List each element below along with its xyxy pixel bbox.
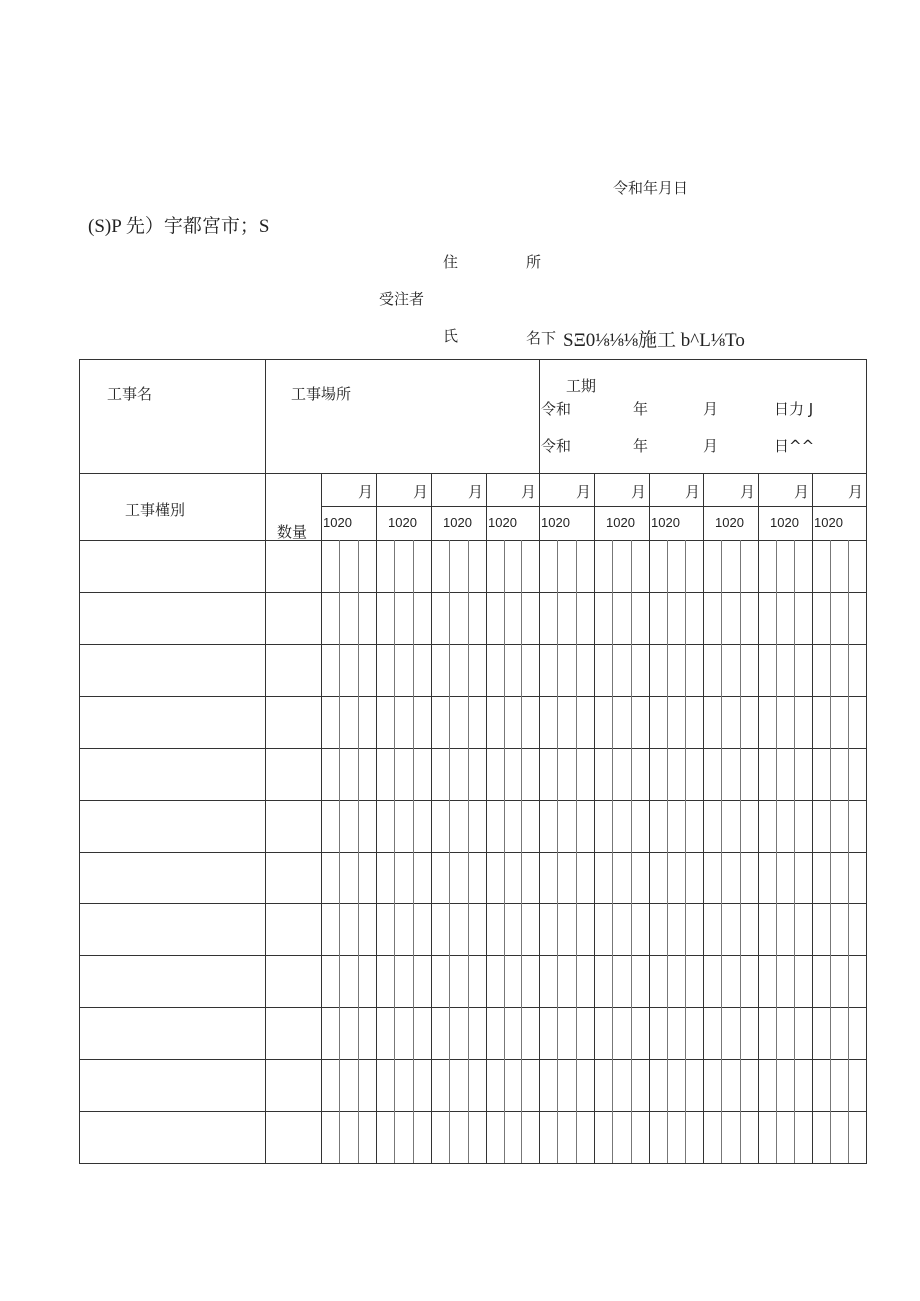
month-label: 月 [848, 483, 864, 501]
month-label: 月 [794, 483, 810, 501]
subdivision-label: 1020 [443, 515, 472, 530]
row-line [79, 696, 867, 697]
col-divider-period [539, 359, 540, 473]
subdivision-line [449, 540, 450, 1163]
name-label-1: 氏 [443, 327, 459, 345]
row-line [79, 1007, 867, 1008]
subdivision-label: 1020 [814, 515, 843, 530]
row-line [79, 592, 867, 593]
month-column-line [376, 473, 377, 1163]
row-line [79, 903, 867, 904]
subdivision-label: 1020 [715, 515, 744, 530]
subdivision-label: 1020 [323, 515, 352, 530]
subdivision-line [468, 540, 469, 1163]
subdivision-line [776, 540, 777, 1163]
month-column-line [486, 473, 487, 1163]
row-line [79, 800, 867, 801]
table-right-border [866, 359, 867, 1163]
month-label: 月 [521, 483, 537, 501]
name-label-2: 名下 [526, 329, 557, 347]
subdivision-line [339, 540, 340, 1163]
work-name-label: 工事名 [107, 385, 153, 403]
month-label: 月 [358, 483, 374, 501]
subdivision-line [685, 540, 686, 1163]
month-column-line [649, 473, 650, 1163]
subdivision-label: 1020 [770, 515, 799, 530]
period-start-era: 令和 [541, 400, 572, 418]
contractor-label: 受注者 [379, 290, 425, 308]
period-start-month: 月 [703, 400, 719, 418]
table-left-border [79, 359, 80, 1163]
subdivision-line [740, 540, 741, 1163]
period-end-day: 日^^ [774, 437, 815, 455]
subdivision-label: 1020 [541, 515, 570, 530]
subdivision-line [721, 540, 722, 1163]
table-bottom-border [79, 1163, 867, 1164]
period-start-day: 日力 J [774, 400, 814, 418]
row-line [79, 1059, 867, 1060]
work-type-label: 工事槿別 [125, 501, 186, 519]
month-column-line [539, 473, 540, 1163]
row-line [79, 748, 867, 749]
subdivision-label: 1020 [606, 515, 635, 530]
month-column-line [812, 473, 813, 1163]
header-divider [79, 473, 867, 474]
period-end-month: 月 [703, 437, 719, 455]
contractor-name: SΞ0⅛⅛⅛施工 b^L⅛To [563, 330, 745, 351]
month-column-line [758, 473, 759, 1163]
quantity-label: 数量 [277, 523, 308, 541]
addressee: (S)P 先）宇都宮市；S [88, 216, 270, 237]
address-label-1: 住 [443, 253, 459, 271]
month-label: 月 [685, 483, 701, 501]
work-place-label: 工事場所 [291, 385, 352, 403]
subdivision-line [612, 540, 613, 1163]
subdivision-line [504, 540, 505, 1163]
subdivision-line [557, 540, 558, 1163]
subdivision-line [358, 540, 359, 1163]
month-column-line [594, 473, 595, 1163]
subdivision-label: 1020 [388, 515, 417, 530]
month-label: 月 [468, 483, 484, 501]
period-start-year: 年 [633, 400, 649, 418]
month-label: 月 [740, 483, 756, 501]
subdivision-line [848, 540, 849, 1163]
subdivision-label: 1020 [488, 515, 517, 530]
col-divider-1 [265, 359, 266, 1163]
subdivision-line [830, 540, 831, 1163]
month-column-line [431, 473, 432, 1163]
subdivision-label: 1020 [651, 515, 680, 530]
month-label: 月 [576, 483, 592, 501]
period-end-era: 令和 [541, 437, 572, 455]
subdivision-line [394, 540, 395, 1163]
row-line [79, 852, 867, 853]
month-label: 月 [413, 483, 429, 501]
subdivision-line [631, 540, 632, 1163]
row-line [79, 540, 867, 541]
table-top-border [79, 359, 867, 360]
period-label: 工期 [566, 377, 597, 395]
row-line [79, 955, 867, 956]
subdivision-line [576, 540, 577, 1163]
subdivision-line [667, 540, 668, 1163]
month-column-line [703, 473, 704, 1163]
subdivision-line [794, 540, 795, 1163]
month-label: 月 [631, 483, 647, 501]
address-label-2: 所 [526, 253, 542, 271]
subdivision-line [521, 540, 522, 1163]
period-end-year: 年 [633, 437, 649, 455]
date-line: 令和年月日 [613, 179, 689, 197]
subdivision-line [413, 540, 414, 1163]
row-line [79, 1111, 867, 1112]
row-line [79, 644, 867, 645]
